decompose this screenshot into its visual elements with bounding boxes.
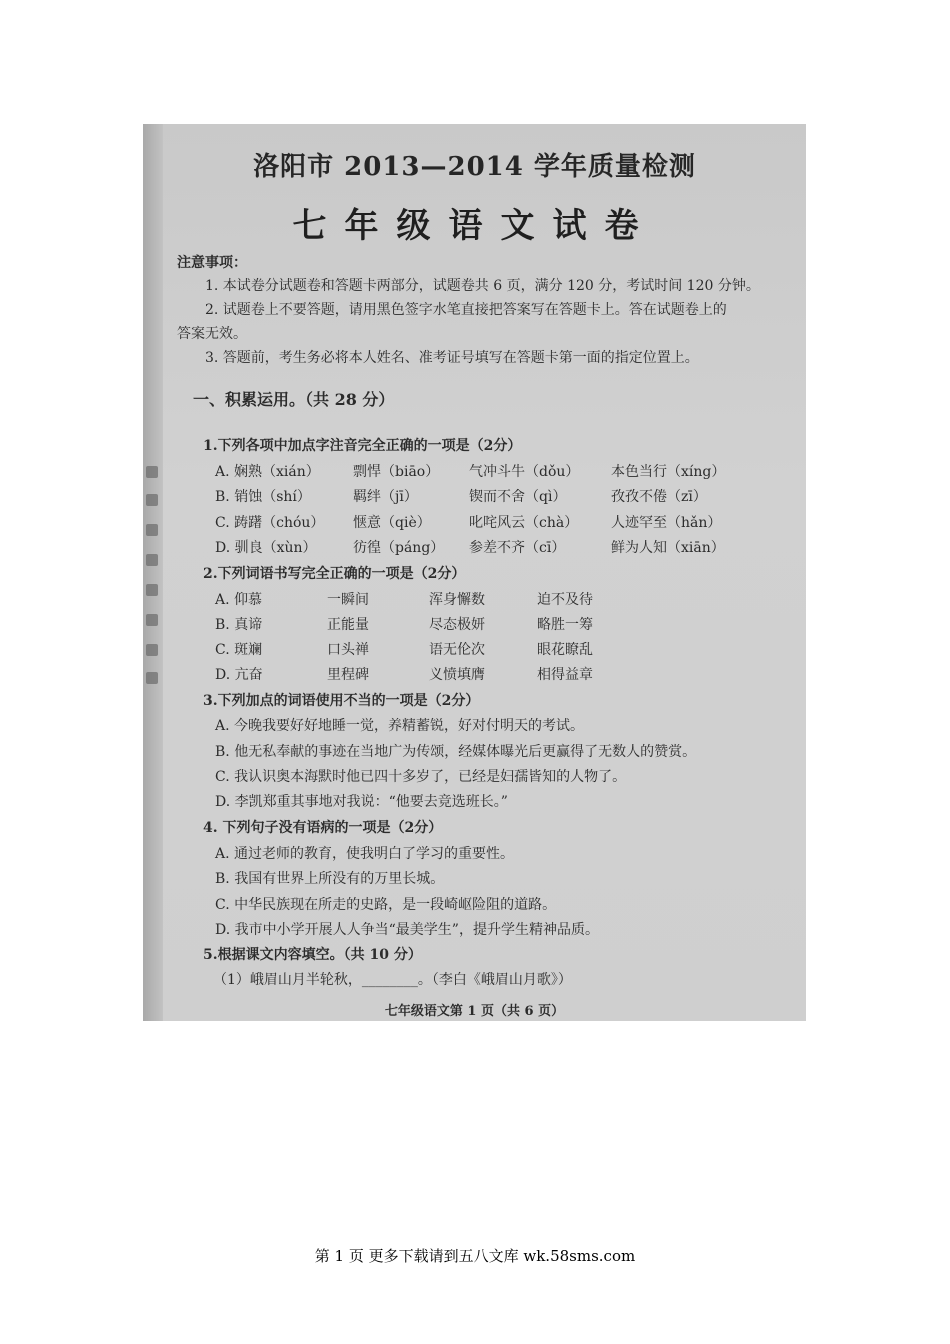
q1-option: 锲而不舍（qì） bbox=[469, 489, 567, 505]
notice-item: 1. 本试卷分试题卷和答题卡两部分，试题卷共 6 页，满分 120 分，考试时间 120 分钟。 bbox=[205, 278, 760, 294]
q2-option: C. 斑斓 bbox=[215, 642, 263, 658]
question-stem: 4. 下列句子没有语病的一项是（2分） bbox=[203, 820, 443, 836]
q2-option: 语无伦次 bbox=[429, 642, 485, 658]
q2-option: 里程碑 bbox=[327, 667, 369, 683]
q1-option: 鲜为人知（xiān） bbox=[611, 540, 725, 556]
q1-option: 叱咤风云（chà） bbox=[469, 515, 579, 531]
q1-option: C. 踌躇（chóu） bbox=[215, 515, 325, 531]
q1-option: D. 驯良（xùn） bbox=[215, 540, 317, 556]
q2-option: 浑身懈数 bbox=[429, 592, 485, 608]
margin-mark bbox=[146, 554, 158, 566]
q3-option: A. 今晚我要好好地睡一觉，养精蓄锐，好对付明天的考试。 bbox=[215, 718, 585, 734]
notice-item: 2. 试题卷上不要答题，请用黑色签字水笔直接把答案写在答题卡上。答在试题卷上的 bbox=[205, 302, 727, 318]
section-heading: 一、积累运用。（共 28 分） bbox=[193, 390, 395, 409]
question-stem: 2.下列词语书写完全正确的一项是（2分） bbox=[203, 566, 466, 582]
q3-option: D. 李凯郑重其事地对我说：“他要去竞选班长。” bbox=[215, 794, 508, 810]
q1-option: 羁绊（jī） bbox=[353, 489, 418, 505]
notice-item: 3. 答题前，考生务必将本人姓名、准考证号填写在答题卡第一面的指定位置上。 bbox=[205, 350, 699, 366]
margin-mark bbox=[146, 644, 158, 656]
q1-option: 惬意（qiè） bbox=[353, 515, 431, 531]
q1-option: A. 娴熟（xián） bbox=[215, 464, 320, 480]
q3-option: B. 他无私奉献的事迹在当地广为传颂，经媒体曝光后更赢得了无数人的赞赏。 bbox=[215, 744, 697, 760]
question-stem: 5.根据课文内容填空。（共 10 分） bbox=[203, 947, 422, 963]
q2-option: 正能量 bbox=[327, 617, 369, 633]
document-footer: 第 1 页 更多下载请到五八文库 wk.58sms.com bbox=[314, 1247, 636, 1265]
q4-option: B. 我国有世界上所没有的万里长城。 bbox=[215, 871, 445, 887]
exam-title: 洛阳市 2013—2014 学年质量检测 bbox=[253, 152, 696, 182]
margin-mark bbox=[146, 584, 158, 596]
binding-margin bbox=[143, 124, 163, 1021]
exam-subtitle: 七年级语文试卷 bbox=[292, 206, 657, 246]
q2-option: 口头禅 bbox=[327, 642, 369, 658]
q4-option: A. 通过老师的教育，使我明白了学习的重要性。 bbox=[215, 846, 515, 862]
question-stem: 1.下列各项中加点字注音完全正确的一项是（2分） bbox=[203, 438, 522, 454]
q2-option: 尽态极妍 bbox=[429, 617, 485, 633]
scanned-exam-page bbox=[143, 124, 806, 1021]
q3-option: C. 我认识奥本海默时他已四十多岁了，已经是妇孺皆知的人物了。 bbox=[215, 769, 627, 785]
scan-page-footer: 七年级语文第 1 页（共 6 页） bbox=[384, 1004, 565, 1019]
q1-option: 彷徨（páng） bbox=[353, 540, 445, 556]
q2-option: 眼花瞭乱 bbox=[537, 642, 593, 658]
q2-option: 略胜一筹 bbox=[537, 617, 593, 633]
q2-option: 迫不及待 bbox=[537, 592, 593, 608]
q2-option: A. 仰慕 bbox=[215, 592, 263, 608]
q2-option: 一瞬间 bbox=[327, 592, 369, 608]
q1-option: 本色当行（xíng） bbox=[611, 464, 726, 480]
margin-mark bbox=[146, 524, 158, 536]
q4-option: C. 中华民族现在所走的史路，是一段崎岖险阻的道路。 bbox=[215, 897, 557, 913]
q1-option: B. 销蚀（shí） bbox=[215, 489, 311, 505]
q2-option: B. 真谛 bbox=[215, 617, 263, 633]
q5-fill-line: （1）峨眉山月半轮秋，________。（李白《峨眉山月歌》） bbox=[213, 972, 572, 988]
q4-option: D. 我市中小学开展人人争当“最美学生”，提升学生精神品质。 bbox=[215, 922, 599, 938]
margin-mark bbox=[146, 466, 158, 478]
margin-mark bbox=[146, 672, 158, 684]
q2-option: 义愤填膺 bbox=[429, 667, 485, 683]
margin-mark bbox=[146, 494, 158, 506]
q1-option: 剽悍（biāo） bbox=[353, 464, 440, 480]
q2-option: D. 亢奋 bbox=[215, 667, 263, 683]
q2-option: 相得益章 bbox=[537, 667, 593, 683]
question-stem: 3.下列加点的词语使用不当的一项是（2分） bbox=[203, 693, 480, 709]
notice-heading: 注意事项： bbox=[177, 255, 247, 271]
notice-item: 答案无效。 bbox=[177, 326, 247, 342]
q1-option: 参差不齐（cī） bbox=[469, 540, 566, 556]
q1-option: 人迹罕至（hǎn） bbox=[611, 515, 722, 531]
q1-option: 气冲斗牛（dǒu） bbox=[469, 464, 580, 480]
margin-mark bbox=[146, 614, 158, 626]
q1-option: 孜孜不倦（zī） bbox=[611, 489, 707, 505]
